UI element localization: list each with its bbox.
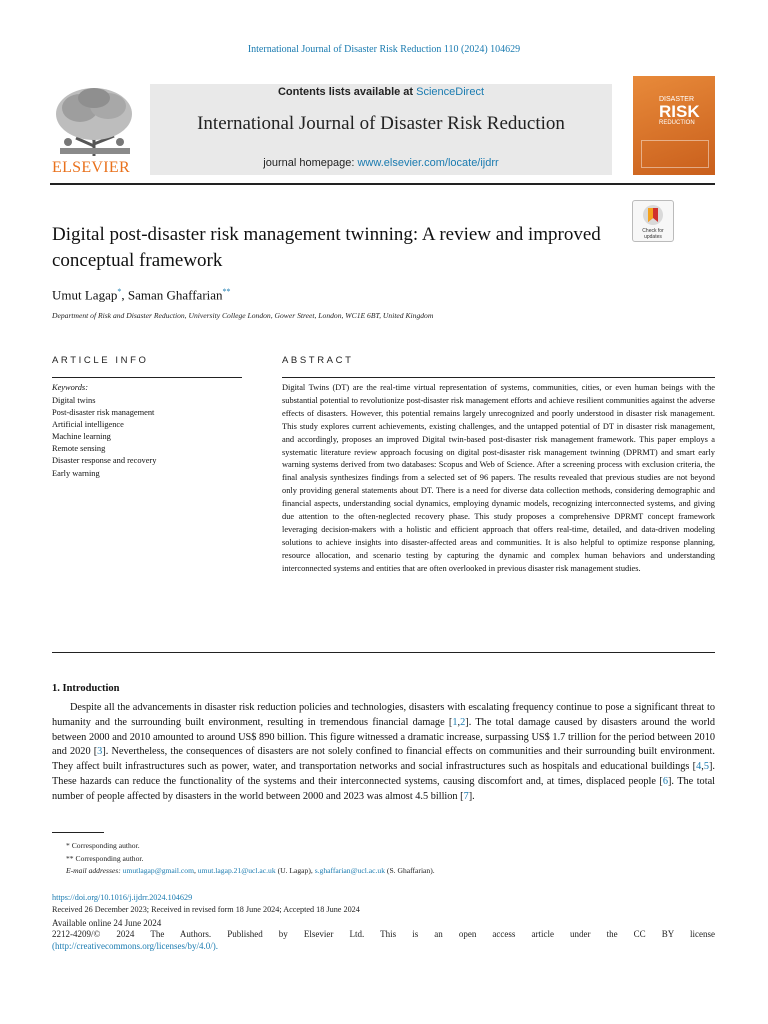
paragraph-text: ]. The total number of people affected by disasters in the world between 2000 and 2023 was almost 4.5 billion [ [52,775,715,802]
citation-link[interactable]: 2 [460,716,466,728]
masthead-rule [50,183,715,185]
author-name[interactable]: Umut Lagap [52,287,118,303]
cover-title-line3: REDUCTION [659,120,695,126]
keyword-item: Digital twins [52,396,96,405]
keywords-label: Keywords: [52,383,88,392]
author-mark[interactable]: ** [222,287,231,296]
abstract-rule [282,377,715,378]
email-label: E-mail addresses: [66,866,121,875]
abstract-text: Digital Twins (DT) are the real-time virtual representation of systems, communities, cities, or even human beings with the substantial potential to revolutionize post-disaster risk management efforts and achieve resilient communities against the adverse effects of disasters. However, this potential remains largely unrecognized and poorly understood in disaster risk management. This study explores current achievements, existing challenges, and the untapped potential of DT in disaster risk management, and accordingly, proposes an improved Digital twin-based post-disaster risk management framework. This paper employs a systematic literature review approach focusing on digital post-disaster risk management twinning (DPRMT) and smart early warning systems derived from two databases: Scopus and Web of Science. After a screening process with exclusion criteria, the final analysis synthesizes findings from a selected set of 96 papers. The results revealed that previous studies are not beyond only providing general statements about DT. There is a need for diverse data collection methods, considering demographic and financial aspects, understanding social dynamics, employing dynamic models, recognizing interconnected systems, and giving due attention to the often-neglected recovery phase. This study proposes a comprehensive DPRMT concept framework leveraging decision-makers with a holistic and efficient approach that offers real-time, detailed, and data-driven modeling solutions to achieve insights into disaster-affected areas and communities. It is also helpful to optimize response planning, resource allocation, and scenario testing by capturing the dynamic and complex human behaviors and understanding interconnected systems and entities that are often overlooked in previous disaster risk management studies. [282,383,715,573]
citation-link[interactable]: 6 [662,775,668,787]
keywords-list [52,395,156,480]
author-name[interactable]: Saman Ghaffarian [127,287,223,303]
email-link[interactable]: umut.lagap.21@ucl.ac.uk [197,866,276,875]
paragraph-text: , [457,716,461,728]
citation-link[interactable]: 3 [97,746,103,758]
abstract-bottom-rule [52,652,715,653]
received-dates: Received 26 December 2023; Received in revised form 18 June 2024; Accepted 18 June 2024 [52,904,360,914]
email-link[interactable]: umutlagap@gmail.com [122,866,194,875]
paragraph-text: ]. Nevertheless, the consequences of disasters are not solely confined to financial effects on communities and their surrounding built environment. They affect built infrastructures such as power, water, and transportation networks and social infrastructures such as hospitals and educational buildings [ [52,746,715,773]
sciencedirect-link[interactable]: ScienceDirect [416,86,485,98]
citation-link[interactable]: 5 [703,761,709,773]
homepage-link[interactable]: www.elsevier.com/locate/ijdrr [357,157,499,169]
keyword-item: Disaster response and recovery [52,456,157,466]
footnote-rule [52,832,104,833]
paragraph-text: ]. These hazards can reduce the functionality of the systems and their interconnected systems, causing discomfort and, at times, displaced people [ [52,761,715,787]
license-link[interactable]: (http://creativecommons.org/licenses/by/4.0/). [52,941,219,952]
introduction-paragraph [52,701,715,805]
author-affiliation: Department of Risk and Disaster Reduction, University College London, Gower Street, London, WC1E 6BT, United Kingdom [52,311,434,320]
bookmark-icon [633,203,673,229]
license-line: 2212-4209/© 2024 The Authors. Published by Elsevier Ltd. This is an open access article under the CC BY license [52,929,715,940]
article-info-heading: ARTICLE INFO [52,355,149,366]
email-link[interactable]: s.ghaffarian@ucl.ac.uk [314,866,386,875]
doi-link[interactable]: https://doi.org/10.1016/j.ijdrr.2024.104629 [52,893,193,902]
article-info-rule [52,377,242,378]
cover-title-line1: DISASTER [659,96,695,103]
footnote-corresponding-2 [52,853,715,866]
journal-citation-link[interactable]: International Journal of Disaster Risk Reduction 110 (2024) 104629 [247,44,521,55]
email-owner: (S. Ghaffarian). [386,866,435,875]
journal-name: International Journal of Disaster Risk Reduction [197,113,565,134]
check-updates-label: Check for updates [642,228,664,240]
paragraph-text: , [701,761,704,773]
email-owner: (U. Lagap), [277,866,313,875]
footnote-emails: E-mail addresses: umutlagap@gmail.com, umut.lagap.21@ucl.ac.uk (U. Lagap), s.ghaffarian@ucl.ac.uk (S. Ghaffarian). [66,866,435,875]
elsevier-wordmark: ELSEVIER [52,159,130,176]
journal-cover-image[interactable] [633,76,715,175]
footnote-text: Corresponding author. [71,841,140,850]
available-online: Available online 24 June 2024 [52,917,162,928]
paragraph-text: ]. The total damage caused by disasters around the world between 2000 and 2010 amounted to around US$ 890 billion. This figure witnessed a dramatic increase, surpassing US$ 1.7 trillion for the period between 2010 and 2020 [ [52,716,716,758]
keyword-item: Artificial intelligence [52,420,124,430]
author-list: Umut Lagap*, Saman Ghaffarian** [52,287,231,303]
keyword-item: Early warning [52,468,100,478]
contents-prefix: Contents lists available at [277,86,414,98]
publication-info [52,892,715,953]
article-title: Digital post-disaster risk management twinning: A review and improved conceptual framework [52,224,601,271]
cover-title-line2: RISK [659,102,700,121]
paragraph-text: Despite all the advancements in disaster risk reduction policies and technologies, disasters with escalating frequency continue to pose a significant threat to humanity and the surrounding built environment, resulting in tremendous financial damage [ [52,702,715,728]
citation-link[interactable]: 4 [696,761,702,773]
citation-link[interactable]: 1 [452,716,458,728]
keyword-item: Post-disaster risk management [52,408,155,418]
footnote-mark: ** [66,853,74,863]
footnote-text: Corresponding author. [75,853,144,863]
citation-link[interactable]: 7 [463,790,469,802]
keyword-item: Remote sensing [52,444,106,454]
author-mark[interactable]: * [117,287,122,296]
paragraph-text: ]. [468,790,475,802]
keyword-item: Machine learning [52,432,111,442]
contents-line [150,86,612,98]
footnotes [52,840,715,878]
homepage-prefix: journal homepage: [263,157,355,169]
journal-homepage-line [150,157,612,169]
abstract-heading: ABSTRACT [282,355,354,366]
check-for-updates-button[interactable] [632,200,674,242]
footnote-mark: * [66,841,70,850]
footnote-corresponding-1 [52,840,715,853]
section-heading: 1. Introduction [52,683,120,694]
